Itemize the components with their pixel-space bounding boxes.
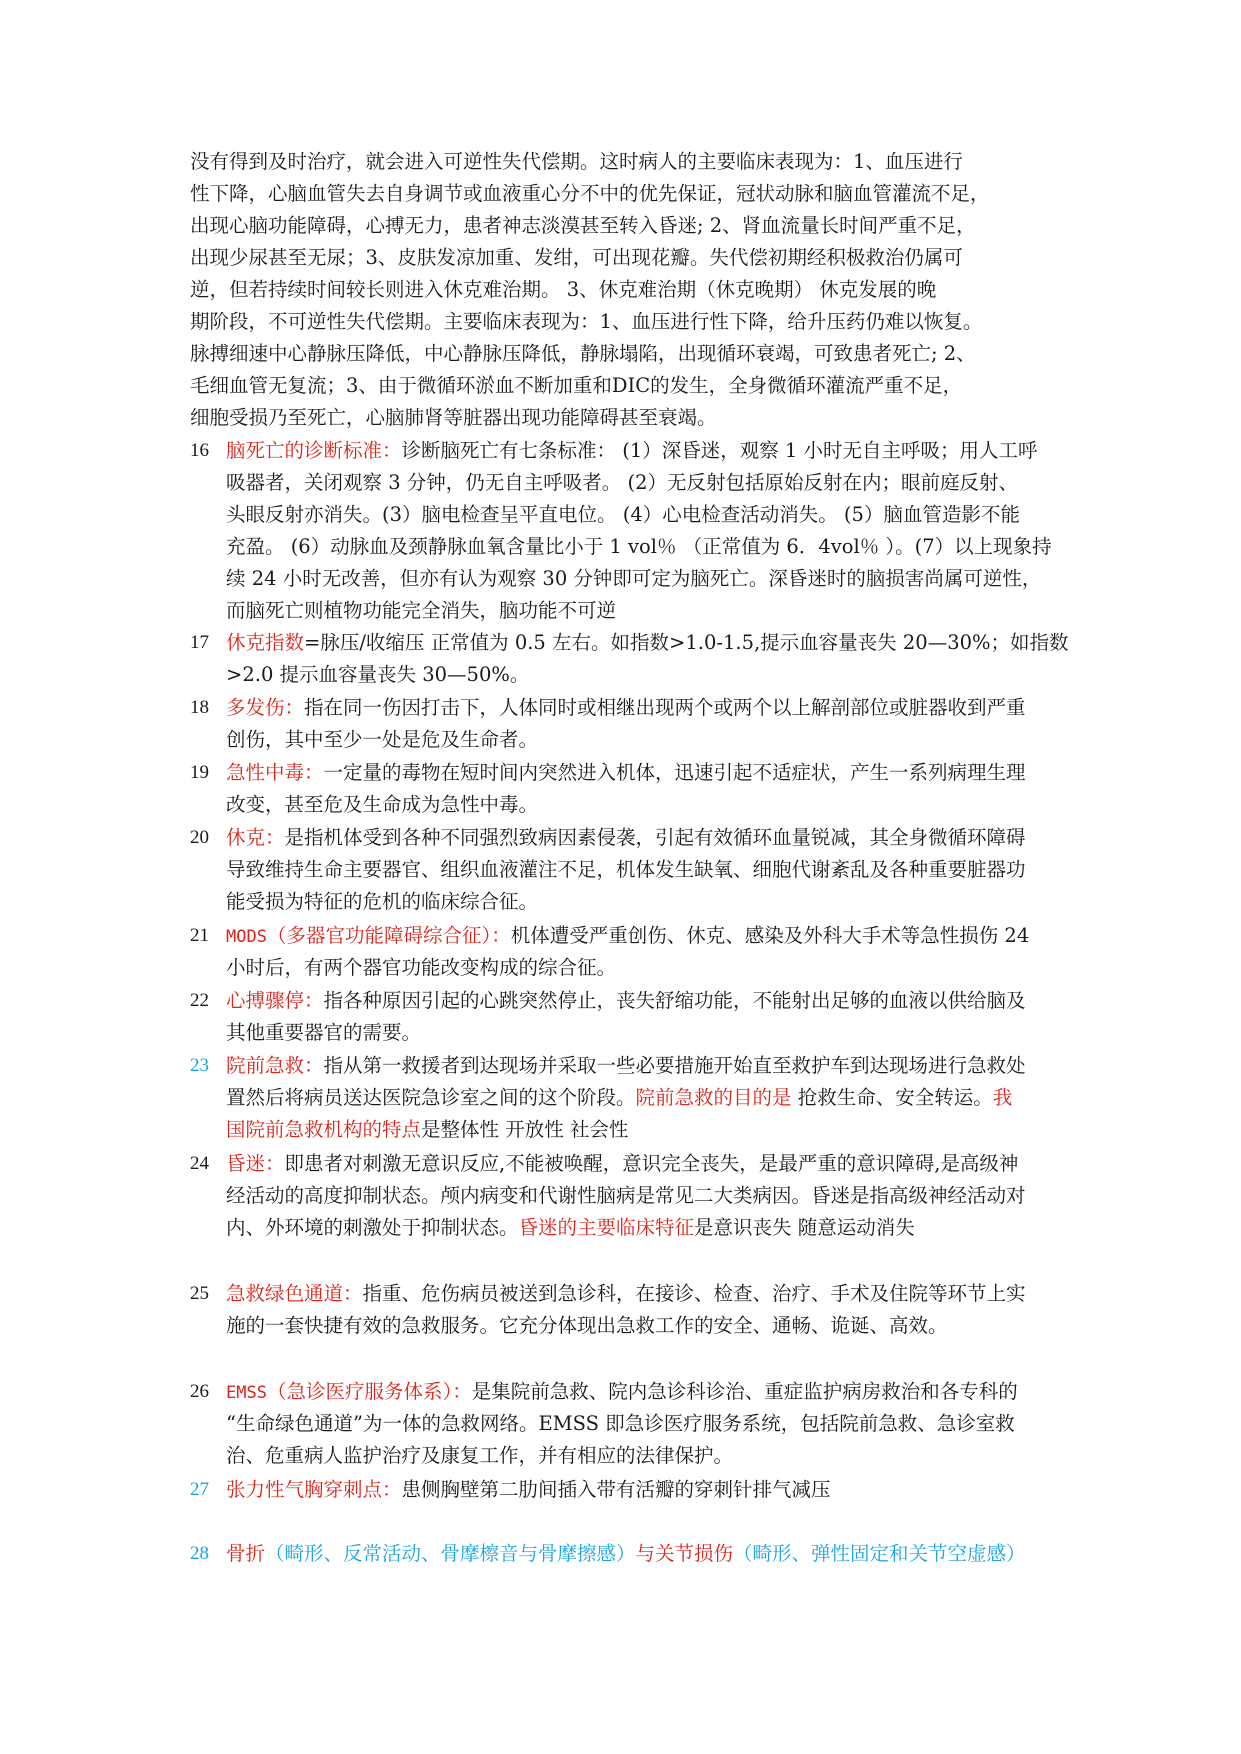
entry-number: 24 <box>190 1153 209 1174</box>
entry-term-abbr: EMSS <box>226 1383 267 1403</box>
entry-number: 26 <box>190 1381 209 1402</box>
feature-text: 是整体性 开放性 社会性 <box>421 1118 629 1141</box>
entry-number: 19 <box>190 762 209 783</box>
entry-number: 27 <box>190 1479 209 1500</box>
entry-text: 而脑死亡则植物功能完全消失，脑功能不可逆 <box>226 599 617 622</box>
heading-part: （畸形、反常活动、骨摩檫音与骨摩擦感） <box>265 1542 636 1565</box>
feature-label: 昏迷的主要临床特征 <box>518 1216 695 1239</box>
entry-text: 改变，甚至危及生命成为急性中毒。 <box>226 793 539 816</box>
entry-text: 是指机体受到各种不同强烈致病因素侵袭，引起有效循环血量锐减，其全身微循环障碍 <box>284 826 1026 849</box>
entry-text: 内、外环境的刺激处于抑制状态。 <box>226 1216 519 1239</box>
intro-line: 出现心脑功能障碍，心搏无力，患者神志淡漠甚至转入昏迷; 2、肾血流量长时间严重不足， <box>190 214 976 237</box>
intro-line: 细胞受损乃至死亡，心脑肺肾等脏器出现功能障碍甚至衰竭。 <box>190 406 717 429</box>
entry-26 <box>190 1376 1120 1472</box>
entry-text: 患侧胸壁第二肋间插入带有活瓣的穿刺针排气减压 <box>401 1478 831 1501</box>
entry-22 <box>190 985 1120 1049</box>
entry-text: 是集院前急救、院内急诊科诊治、重症监护病房救治和各专科的 <box>471 1380 1018 1403</box>
entry-text: 即患者对刺激无意识反应,不能被唤醒，意识完全丧失，是最严重的意识障碍,是高级神 <box>284 1152 1019 1175</box>
feature-text: 是意识丧失 随意运动消失 <box>694 1216 915 1239</box>
entry-18 <box>190 692 1120 756</box>
entry-17 <box>190 627 1120 691</box>
entry-25 <box>190 1278 1120 1342</box>
intro-line: 期阶段，不可逆性失代偿期。主要临床表现为：1、血压进行性下降，给升压药仍难以恢复。 <box>190 310 983 333</box>
intro-paragraph <box>190 146 1070 434</box>
entry-term: 昏迷： <box>226 1152 285 1175</box>
entry-term: 张力性气胸穿刺点： <box>226 1478 402 1501</box>
entry-21 <box>190 920 1120 984</box>
feature-label: 我 <box>992 1086 1013 1109</box>
intro-line: 脉搏细速中心静脉压降低，中心静脉压降低，静脉塌陷，出现循环衰竭，可致患者死亡; 2、 <box>190 342 976 365</box>
entry-text: 其他重要器官的需要。 <box>226 1021 422 1044</box>
entry-term: 休克指数 <box>226 631 305 654</box>
entry-text: >2.0 提示血容量丧失 30—50%。 <box>226 663 530 686</box>
entry-term: 急性中毒： <box>226 761 324 784</box>
heading-part: 骨折 <box>226 1542 266 1565</box>
entry-term: 急救绿色通道： <box>226 1282 363 1305</box>
intro-line: 逆，但若持续时间较长则进入休克难治期。 3、休克难治期（休克晚期） 休克发展的晚 <box>190 278 937 301</box>
entry-number: 20 <box>190 827 209 848</box>
entry-16 <box>190 435 1120 627</box>
entry-27 <box>190 1474 1120 1506</box>
entry-text: 诊断脑死亡有七条标准： (1）深昏迷，观察 1 小时无自主呼吸；用人工呼 <box>401 439 1038 462</box>
entry-text: 续 24 小时无改善，但亦有认为观察 30 分钟即可定为脑死亡。深昏迷时的脑损害尚属可逆性， <box>226 567 1042 590</box>
intro-line: 没有得到及时治疗，就会进入可逆性失代偿期。这时病人的主要临床表现为：1、血压进行 <box>190 150 963 173</box>
entry-term: （急诊医疗服务体系）： <box>266 1380 472 1403</box>
entry-20 <box>190 822 1120 918</box>
entry-text: 指重、危伤病员被送到急诊科，在接诊、检查、治疗、手术及住院等环节上实 <box>362 1282 1026 1305</box>
entry-text: 头眼反射亦消失。(3）脑电检查呈平直电位。 (4）心电检查活动消失。 (5）脑血管造影不能 <box>226 503 1020 526</box>
entry-text: 小时后，有两个器官功能改变构成的综合征。 <box>226 956 617 979</box>
entry-term: 心搏骤停： <box>226 989 324 1012</box>
entry-28 <box>190 1538 1120 1570</box>
heading-part: （畸形、弹性固定和关节空虚感） <box>733 1542 1026 1565</box>
entry-number: 22 <box>190 990 209 1011</box>
entry-text: 经活动的高度抑制状态。颅内病变和代谢性脑病是常见二大类病因。昏迷是指高级神经活动对 <box>226 1184 1026 1207</box>
entry-number: 16 <box>190 440 209 461</box>
entry-text: 机体遭受严重创伤、休克、感染及外科大手术等急性损伤 24 <box>510 924 1030 947</box>
entry-text: 吸器者，关闭观察 3 分钟，仍无自主呼吸者。 (2）无反射包括原始反射在内；眼前庭反射、 <box>226 471 1019 494</box>
entry-text: 能受损为特征的危机的临床综合征。 <box>226 890 539 913</box>
entry-text: 创伤，其中至少一处是危及生命者。 <box>226 728 539 751</box>
entry-24 <box>190 1148 1120 1244</box>
entry-term-abbr: MODS <box>226 927 267 947</box>
entry-text: 施的一套快捷有效的急救服务。它充分体现出急救工作的安全、通畅、诡诞、高效。 <box>226 1314 948 1337</box>
entry-text: 导致维持生命主要器官、组织血液灌注不足，机体发生缺氧、细胞代谢紊乱及各种重要脏器功 <box>226 858 1026 881</box>
intro-line: 出现少尿甚至无尿；3、皮肤发凉加重、发绀，可出现花瓣。失代偿初期经积极救治仍属可 <box>190 246 963 269</box>
entry-text: 治、危重病人监护治疗及康复工作，并有相应的法律保护。 <box>226 1444 734 1467</box>
entry-text: 指各种原因引起的心跳突然停止，丧失舒缩功能，不能射出足够的血液以供给脑及 <box>323 989 1026 1012</box>
entry-19 <box>190 757 1120 821</box>
entry-number: 17 <box>190 632 209 653</box>
entry-number: 25 <box>190 1283 209 1304</box>
entry-text: 指在同一伤因打击下，人体同时或相继出现两个或两个以上解剖部位或脏器收到严重 <box>304 696 1026 719</box>
entry-term: 院前急救： <box>226 1054 324 1077</box>
entry-text: “生命绿色通道”为一体的急救网络。EMSS 即急诊医疗服务系统，包括院前急救、急诊室救 <box>226 1412 1015 1435</box>
entry-number: 28 <box>190 1543 209 1564</box>
intro-line: 性下降，心脑血管失去自身调节或血液重心分不中的优先保证，冠状动脉和脑血管灌流不足， <box>190 182 990 205</box>
entry-term: 多发伤： <box>226 696 305 719</box>
purpose-text: 抢救生命、安全转运。 <box>791 1086 993 1109</box>
entry-number: 18 <box>190 697 209 718</box>
entry-term: 脑死亡的诊断标准： <box>226 439 402 462</box>
heading-part: 与关节损伤 <box>635 1542 734 1565</box>
entry-number: 23 <box>190 1055 209 1076</box>
entry-text: 指从第一救援者到达现场并采取一些必要措施开始直至救护车到达现场进行急救处 <box>323 1054 1026 1077</box>
intro-line: 毛细血管无复流；3、由于微循环淤血不断加重和DIC的发生，全身微循环灌流严重不足， <box>190 374 963 397</box>
entry-number: 21 <box>190 925 209 946</box>
entry-23 <box>190 1050 1120 1146</box>
entry-term: 休克： <box>226 826 285 849</box>
entry-text: 置然后将病员送达医院急诊室之间的这个阶段。 <box>226 1086 636 1109</box>
entry-text: 一定量的毒物在短时间内突然进入机体，迅速引起不适症状，产生一系列病理生理 <box>323 761 1026 784</box>
purpose-label: 院前急救的目的是 <box>635 1086 792 1109</box>
entry-text: =脉压/收缩压 正常值为 0.5 左右。如指数>1.0-1.5,提示血容量丧失 20—30%；如指数 <box>304 631 1069 654</box>
entry-text: 充盈。 (6）动脉血及颈静脉血氧含量比小于 1 vol％ （正常值为 6．4vol％ ）。(7）以上现象持 <box>226 535 1052 558</box>
feature-label: 国院前急救机构的特点 <box>226 1118 422 1141</box>
entry-term: （多器官功能障碍综合征）： <box>266 924 511 947</box>
